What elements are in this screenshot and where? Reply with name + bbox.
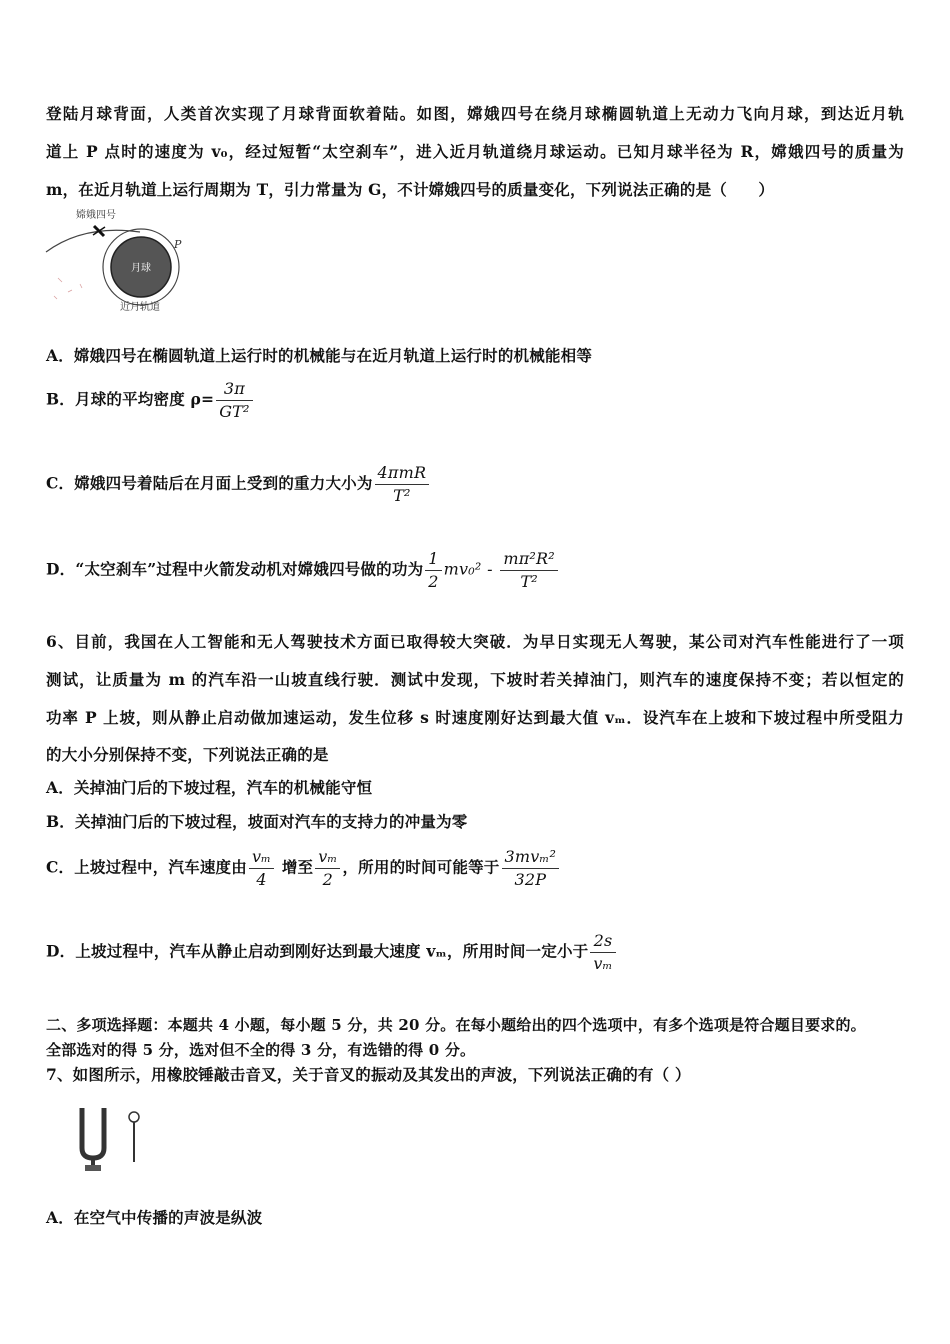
q7-option-a: A．在空气中传播的声波是纵波 (46, 1208, 263, 1227)
tuning-fork-icon (82, 1108, 104, 1171)
q5-line-2: 道上 P 点时的速度为 v₀，经过短暂“太空刹车”，进入近月轨道绕月球运动。已知月球半径为 R，嫦娥四号的质量为 (46, 142, 904, 161)
q6-option-d-text: D．上坡过程中，汽车从静止启动到刚好达到最大速度 vₘ，所用时间一定小于 (46, 941, 589, 961)
q5-line-1: 登陆月球背面，人类首次实现了月球背面软着陆。如图，嫦娥四号在绕月球椭圆轨道上无动力飞向月球，到达近月轨 (46, 104, 904, 123)
speed-quarter-fraction (249, 846, 274, 891)
q6-option-b: B．关掉油门后的下坡过程，坡面对汽车的支持力的冲量为零 (46, 812, 468, 831)
q5-line-3: m，在近月轨道上运行周期为 T，引力常量为 G，不计嫦娥四号的质量变化，下列说法正确的是（ ） (46, 180, 775, 199)
tuning-fork-figure (74, 1104, 144, 1176)
half-denominator: 2 (428, 572, 439, 591)
section-2-line-1: 二、多项选择题：本题共 4 小题，每小题 5 分，共 20 分。在每小题给出的四个选项中，有多个选项是符合题目要求的。 (46, 1016, 866, 1034)
q5-option-c (46, 462, 431, 507)
speed-quarter-denominator: 4 (256, 870, 267, 889)
gravity-numerator: 4πmR (375, 462, 430, 485)
speed-quarter-numerator: vₘ (249, 846, 274, 869)
density-denominator: GT² (219, 402, 250, 421)
q6-line-4: 的大小分别保持不变，下列说法正确的是 (46, 745, 329, 764)
q5-option-d (46, 548, 560, 593)
q5-option-b-text: B．月球的平均密度 ρ= (46, 389, 215, 409)
density-fraction (216, 378, 252, 423)
q5-option-a: A．嫦娥四号在椭圆轨道上运行时的机械能与在近月轨道上运行时的机械能相等 (46, 346, 593, 365)
max-time-numerator: 2s (590, 930, 615, 953)
point-p-label: P (174, 238, 182, 251)
work-denominator: T² (520, 572, 538, 591)
q6-option-c-text-3: ，所用的时间可能等于 (342, 857, 500, 877)
scan-noise (54, 278, 82, 299)
time-denominator: 32P (514, 870, 547, 889)
time-fraction (502, 846, 560, 891)
q6-option-d (46, 930, 618, 975)
half-numerator: 1 (425, 548, 441, 571)
q6-line-3: 功率 P 上坡，则从静止启动做加速运动，发生位移 s 时速度刚好达到最大值 vₘ．设汽车在上坡和下坡过程中所受阻力 (46, 708, 904, 727)
time-numerator: 3mvₘ² (502, 846, 560, 869)
speed-half-denominator: 2 (322, 870, 334, 889)
q6-option-c-text-1: C．上坡过程中，汽车速度由 (46, 857, 247, 877)
moon-label: 月球 (131, 263, 151, 274)
q6-option-c-text-2: 增至 (281, 857, 314, 877)
work-fraction (500, 548, 558, 593)
max-time-denominator: vₘ (593, 954, 613, 973)
gravity-denominator: T² (393, 486, 411, 505)
q5-option-d-text: D．“太空刹车”过程中火箭发动机对嫦娥四号做的功为 (46, 559, 424, 579)
speed-half-fraction (315, 846, 340, 891)
q5-option-c-text: C．嫦娥四号着陆后在月面上受到的重力大小为 (46, 473, 373, 493)
craft-label: 嫦娥四号 (76, 210, 116, 221)
half-fraction (425, 548, 441, 593)
minus-sign: - (487, 559, 493, 579)
orbit-label: 近月轨道 (120, 302, 160, 313)
work-numerator: mπ²R² (500, 548, 558, 571)
rubber-mallet-icon (129, 1112, 139, 1162)
q6-line-2: 测试，让质量为 m 的汽车沿一山坡直线行驶．测试中发现，下坡时若关掉油门，则汽车的速度保持不变；若以恒定的 (46, 670, 904, 689)
max-time-fraction (590, 930, 615, 975)
q5-option-b (46, 378, 255, 423)
speed-half-numerator: vₘ (315, 846, 340, 869)
q7-line-1: 7、如图所示，用橡胶锤敲击音叉，关于音叉的振动及其发出的声波，下列说法正确的有（ ） (46, 1065, 691, 1084)
q6-option-c (46, 846, 561, 891)
density-numerator: 3π (216, 378, 252, 401)
moon-orbit-figure (44, 206, 194, 314)
q6-option-a: A．关掉油门后的下坡过程，汽车的机械能守恒 (46, 778, 373, 797)
section-2-line-2: 全部选对的得 5 分，选对但不全的得 3 分，有选错的得 0 分。 (46, 1041, 476, 1059)
gravity-fraction (375, 462, 430, 507)
q6-line-1: 6、目前，我国在人工智能和无人驾驶技术方面已取得较大突破．为早日实现无人驾驶，某公司对汽车性能进行了一项 (46, 632, 904, 651)
kinetic-term: mv₀² (443, 559, 482, 579)
